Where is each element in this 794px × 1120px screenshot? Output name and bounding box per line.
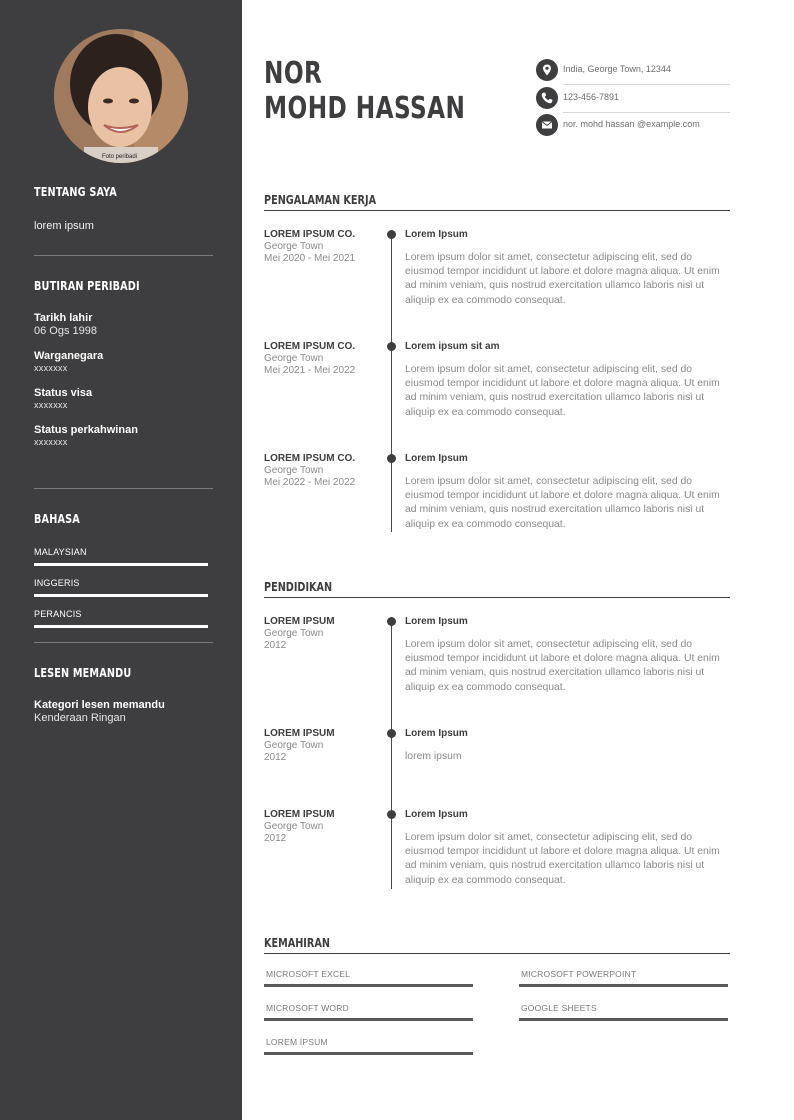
entry-org: LOREM IPSUM CO. <box>264 341 356 352</box>
contact-location <box>536 56 730 84</box>
education-heading-text: PENDIDIKAN <box>264 579 333 594</box>
contact-email <box>536 111 730 139</box>
dob-label: Tarikh lahir <box>34 312 93 324</box>
personal-heading: BUTIRAN PERIBADI <box>34 278 140 293</box>
entry-title: Lorem Ipsum <box>405 229 468 240</box>
entry-date: Mei 2020 - Mei 2021 <box>264 253 356 264</box>
timeline-dot <box>387 729 396 738</box>
skill-level-bar <box>264 1052 473 1055</box>
timeline-dot <box>387 617 396 626</box>
language-item <box>34 547 214 566</box>
location-pin-icon <box>536 59 558 81</box>
entry-description: Lorem ipsum dolor sit amet, consectetur adipiscing elit, sed do eiusmod tempor incididunt ut labore et dolore magna aliqua. Ut enim ad minim veniam, quis nostrud exercitation ullamco laboris nisi ut aliquip ex ea commodo consequat. <box>405 639 720 693</box>
license-value: Kenderaan Ringan <box>34 712 126 724</box>
language-level-bar <box>34 594 208 597</box>
entry-location: George Town <box>264 628 324 639</box>
skills-heading-text: KEMAHIRAN <box>264 935 330 950</box>
first-name: NOR <box>264 56 323 91</box>
language-name: MALAYSIAN <box>34 547 87 557</box>
skill-name: LOREM IPSUM <box>266 1037 328 1047</box>
entry-location: George Town <box>264 241 324 252</box>
entry-description: lorem ipsum <box>405 751 462 762</box>
entry-org: LOREM IPSUM CO. <box>264 229 356 240</box>
skill-item <box>519 969 728 987</box>
license-label: Kategori lesen memandu <box>34 699 165 711</box>
entry-description: Lorem ipsum dolor sit amet, consectetur adipiscing elit, sed do eiusmod tempor incididunt ut labore et dolore magna aliqua. Ut enim ad minim veniam, quis nostrud exercitation ullamco laboris nisi ut aliquip ex ea commodo consequat. <box>405 364 720 418</box>
personal-detail-marital <box>34 424 214 447</box>
entry-org: LOREM IPSUM <box>264 728 335 739</box>
entry-description: Lorem ipsum dolor sit amet, consectetur adipiscing elit, sed do eiusmod tempor incididunt ut labore et dolore magna aliqua. Ut enim ad minim veniam, quis nostrud exercitation ullamco laboris nisi ut aliquip ex ea commodo consequat. <box>405 832 720 886</box>
timeline-dot <box>387 810 396 819</box>
skill-item <box>264 1003 473 1021</box>
profile-photo <box>54 29 188 163</box>
language-level-bar <box>34 563 208 566</box>
skill-item <box>264 1037 473 1055</box>
timeline-dot <box>387 454 396 463</box>
skill-level-bar <box>519 1018 728 1021</box>
dob-value: 06 Ogs 1998 <box>34 325 97 337</box>
entry-title: Lorem Ipsum <box>405 616 468 627</box>
entry-date: 2012 <box>264 833 287 844</box>
entry-date: Mei 2021 - Mei 2022 <box>264 365 356 376</box>
entry-title: Lorem ipsum sit am <box>405 341 500 352</box>
language-item <box>34 578 214 597</box>
visa-label: Status visa <box>34 387 93 399</box>
skill-name: MICROSOFT WORD <box>266 1003 349 1013</box>
timeline-line <box>391 234 392 532</box>
location-text: India, George Town, 12344 <box>563 64 671 74</box>
nationality-label: Warganegara <box>34 350 104 362</box>
timeline-dot <box>387 342 396 351</box>
entry-title: Lorem Ipsum <box>405 809 468 820</box>
divider <box>34 488 213 489</box>
phone-icon <box>536 87 558 109</box>
personal-detail-visa <box>34 387 214 410</box>
language-level-bar <box>34 625 208 628</box>
last-name: MOHD HASSAN <box>264 91 466 126</box>
license-heading: LESEN MEMANDU <box>34 665 132 680</box>
sidebar <box>0 0 242 1120</box>
marital-value: xxxxxxx <box>34 437 68 447</box>
entry-description: Lorem ipsum dolor sit amet, consectetur adipiscing elit, sed do eiusmod tempor incididunt ut labore et dolore magna aliqua. Ut enim ad minim veniam, quis nostrud exercitation ullamco laboris nisi ut aliquip ex ea commodo consequat. <box>405 476 720 530</box>
entry-location: George Town <box>264 353 324 364</box>
language-name: INGGERIS <box>34 578 80 588</box>
skill-name: MICROSOFT EXCEL <box>266 969 351 979</box>
skill-level-bar <box>519 984 728 987</box>
language-item <box>34 609 214 628</box>
entry-org: LOREM IPSUM CO. <box>264 453 356 464</box>
entry-location: George Town <box>264 740 324 751</box>
visa-value: xxxxxxx <box>34 400 68 410</box>
skill-item <box>264 969 473 987</box>
marital-label: Status perkahwinan <box>34 424 138 436</box>
skill-item <box>519 1003 728 1021</box>
email-text: nor. mohd hassan @example.com <box>563 119 700 129</box>
personal-detail-dob <box>34 312 214 337</box>
section-rule <box>264 210 730 211</box>
envelope-icon <box>536 114 558 136</box>
skill-level-bar <box>264 1018 473 1021</box>
contact-phone <box>536 84 730 112</box>
entry-location: George Town <box>264 821 324 832</box>
entry-location: George Town <box>264 465 324 476</box>
experience-heading-text: PENGALAMAN KERJA <box>264 192 377 207</box>
entry-org: LOREM IPSUM <box>264 616 335 627</box>
entry-description: Lorem ipsum dolor sit amet, consectetur adipiscing elit, sed do eiusmod tempor incididunt ut labore et dolore magna aliqua. Ut enim ad minim veniam, quis nostrud exercitation ullamco laboris nisi ut aliquip ex ea commodo consequat. <box>405 252 720 306</box>
entry-date: 2012 <box>264 640 287 651</box>
entry-title: Lorem Ipsum <box>405 453 468 464</box>
entry-date: 2012 <box>264 752 287 763</box>
section-rule <box>264 953 730 954</box>
divider <box>34 642 213 643</box>
entry-title: Lorem Ipsum <box>405 728 468 739</box>
phone-text: 123-456-7891 <box>563 92 620 102</box>
skills-heading <box>264 935 730 950</box>
nationality-value: xxxxxxx <box>34 363 68 373</box>
full-name <box>264 56 465 126</box>
language-heading: BAHASA <box>34 511 80 526</box>
experience-heading <box>264 192 730 207</box>
education-heading <box>264 579 730 594</box>
divider <box>34 255 213 256</box>
skill-level-bar <box>264 984 473 987</box>
skill-name: MICROSOFT POWERPOINT <box>521 969 637 979</box>
entry-org: LOREM IPSUM <box>264 809 335 820</box>
license-detail <box>34 699 214 724</box>
about-heading: TENTANG SAYA <box>34 184 117 199</box>
photo-caption: Foto peribadi <box>102 154 138 160</box>
skill-name: GOOGLE SHEETS <box>521 1003 597 1013</box>
personal-detail-nationality <box>34 350 214 373</box>
language-name: PERANCIS <box>34 609 82 619</box>
about-text: lorem ipsum <box>34 220 94 232</box>
timeline-line <box>391 621 392 889</box>
timeline-dot <box>387 230 396 239</box>
entry-date: Mei 2022 - Mei 2022 <box>264 477 356 488</box>
section-rule <box>264 597 730 598</box>
